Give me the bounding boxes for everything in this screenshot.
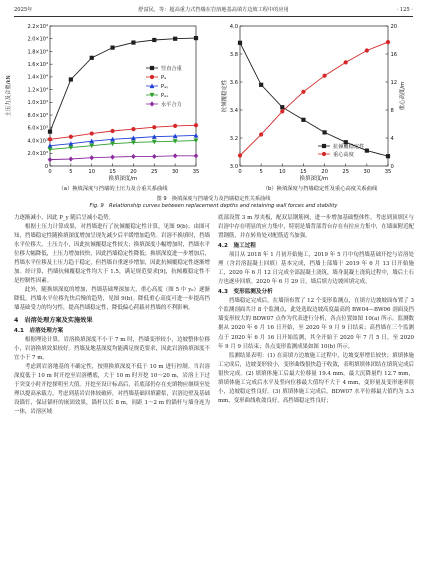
data-point xyxy=(322,144,326,148)
y-left-tick-label: 3.4 xyxy=(229,107,238,114)
data-point xyxy=(301,118,305,122)
data-point xyxy=(150,66,154,70)
x-tick-label: 25 xyxy=(342,169,350,175)
header-title: 舒富民，等：超高重力式挡墙在岩溶地基高填方边坡工程中的应用 xyxy=(138,7,289,13)
x-tick-label: 10 xyxy=(278,169,286,175)
data-point xyxy=(365,48,369,52)
data-point xyxy=(280,105,284,109)
data-point xyxy=(110,129,114,133)
y-right-tick-label: 20 xyxy=(390,23,398,30)
y-tick-label: 0 xyxy=(44,163,48,170)
series-line xyxy=(240,42,388,155)
data-point xyxy=(131,127,135,131)
subsection-heading: 4.2 施工过程 xyxy=(218,243,256,250)
running-header xyxy=(14,4,413,17)
y-tick-label: 2.0×10³ xyxy=(27,151,48,158)
y-tick-label: 1.8×10⁴ xyxy=(27,49,48,56)
data-point xyxy=(89,155,94,160)
y-tick-label: 1.2×10⁴ xyxy=(27,87,48,94)
data-point xyxy=(152,154,157,159)
data-point xyxy=(344,60,348,64)
data-point xyxy=(131,40,135,44)
y-tick-label: 1.6×10⁴ xyxy=(27,61,48,68)
data-point xyxy=(152,38,156,42)
subsection-heading: 4.3 变形监测及分析 xyxy=(218,289,273,296)
x-tick-label: 15 xyxy=(109,169,116,175)
subsection-heading: 4.1 岩溶处理方案 xyxy=(14,327,64,334)
paragraph: 此外，随换填深度的增加，挡墙基础埋深加大，重心高度（图 5 中 y₀）逐渐降低，挡墙水平位移先快后慢的趋势，见图 9(b)。降低重心高度可进一步提高挡墙基础受力的均匀性，提高挡墙稳定性，降低偏心荷载对挡墙的不利影响。 xyxy=(14,287,210,312)
paragraph: 挡墙稳定完成后，在墙顶布置了 12 个变形监测点，在填方边坡坡面布置了 3 个监测剖面共计 8 个监测点，此处选取边坡高度最高的 BW04—BW06 剖面及挡墙变形较大的 BDW07 点作为代表进行分析，各点位置如图 10(a) 所示。监测数据从 2020 年 6 月 16 日开始，至 2020 年 9 月 9 日结束；高挡墙在三个监测点于 2020 年 6 月 16 日开始监测，其全开始于 2020 年 7 月 5 日，至 2020 年 9 月 9 日结束；各点变形监测成果如图 10(b) 所示。 xyxy=(218,298,414,350)
y-tick-label: 8.0×10³ xyxy=(27,112,48,119)
y-right-tick-label: 12 xyxy=(390,79,398,86)
legend-label: 抗倾覆稳定性 xyxy=(333,144,365,150)
x-tick-label: 0 xyxy=(238,169,242,175)
paragraph: 项目从 2018 年 1 月初开始施工，2019 年 5 月中旬挡墙基础开挖与岩溶处理（含岩溶混凝土回填）基本完成，挡墙上部墙于 2019 年 6 月 13 日开始施工，2020 年 6 月 12 日完成全部混凝土浇筑，墙身混凝土浇筑过程中，墙后土石方也逐步回填。2020 年 6 月 29 日，墙后填方边坡回填完成。 xyxy=(218,252,414,286)
paragraph: 根据理论计算，岩溶换填深度不小于 7 m 时，挡墙变形较小，边坡整体位移小，岩溶换填效果较好。挡墙及地基深度均能满足规范要求，因此岩溶换填深度不宜小于 7 m。 xyxy=(14,336,210,361)
right-column xyxy=(218,214,414,406)
data-point xyxy=(280,109,284,113)
data-point xyxy=(90,56,94,60)
y-left-tick-label: 3.6 xyxy=(229,79,238,86)
x-tick-label: 35 xyxy=(384,169,392,175)
subcaption-b: （b）换填深度与挡墙稳定性及重心高度关系曲线 xyxy=(262,186,378,192)
figure-caption-en: Fig. 9 Relationship curves between replacement depths and retaining wall forces and stability xyxy=(89,203,338,209)
y-left-tick-label: 3.2 xyxy=(229,135,238,142)
x-axis-label: 换填深度/m xyxy=(108,176,138,182)
y-right-tick-label: 0 xyxy=(390,163,394,170)
x-tick-label: 20 xyxy=(321,169,328,175)
paragraph: 监测结果表明：(1) 在高填方边坡施工过程中，边坡变形增长较快；填填体施工完成后，边坡变形较小，变形曲线很快趋于收敛，表明填填体团结在填筑完成后很快完成。(2) 填填体施工后最大位移量 19.4 mm，最大沉降量约 12.7 mm，填填体施工完成后水平及竖向位移最大值均不大于 4 mm，变形量及变形速率很小，边坡稳定性良好。(3) 填填体施工完成后，BDW07 水平位移最大值约为 3.3 mm，变形曲线收敛良好，高挡墙稳定性良好； xyxy=(218,352,414,404)
x-tick-label: 15 xyxy=(300,169,307,175)
data-point xyxy=(322,152,326,156)
y-tick-label: 2.2×10⁴ xyxy=(27,23,48,30)
data-point xyxy=(386,40,390,44)
data-point xyxy=(48,137,52,141)
figure-caption-cn: 图 9 换填深度与挡墙受力及挡墙稳定性关系曲线 xyxy=(156,196,271,202)
data-point xyxy=(259,132,263,136)
y-left-tick-label: 4.0 xyxy=(229,23,238,30)
data-point xyxy=(152,125,156,129)
data-point xyxy=(386,154,390,158)
data-point xyxy=(48,130,52,134)
x-tick-label: 10 xyxy=(88,169,96,175)
y-left-axis-label: 抗倾覆稳定性 xyxy=(222,79,228,113)
header-page-number: · 125 · xyxy=(396,7,413,13)
data-point xyxy=(150,75,154,79)
header-year: 2025年 xyxy=(14,7,33,13)
y-tick-label: 1.4×10⁴ xyxy=(27,74,48,81)
data-point xyxy=(69,77,73,81)
paragraph: 力逐渐减小，因此 P_y 随后呈减小趋势。 xyxy=(14,215,114,221)
data-point xyxy=(194,153,199,158)
y-left-tick-label: 3.0 xyxy=(229,163,238,170)
plot-frame xyxy=(240,26,388,166)
x-tick-label: 25 xyxy=(150,169,158,175)
y-axis-label: 土压力及合重/kN xyxy=(6,75,12,117)
y-right-tick-label: 8 xyxy=(390,107,394,114)
data-point xyxy=(194,123,198,127)
y-left-tick-label: 3.8 xyxy=(229,51,238,58)
paragraph: 考虑到岩溶地基的不确定性，按照换填深度不低于 10 m 进行控制。当岩溶深度低于 10 m 时开挖至岩溶槽底，大于 10 m 时开挖 10～20 m，岩溶上下过于突变小时开挖探明至大值。开挖至设计标高后，若底部仍存在充填物应继续至处理以提高承载力，考虑到基岩岩体较破碎，对挡墙基础回填灌浆，岩溶边壁及基础设锚钉，保证锚杆的嵌固效果，锚杆以长 8 m，间距 1～2 m 的锚杆与墙身连为一体，岩溶区域 xyxy=(14,363,210,415)
data-point xyxy=(259,83,263,87)
data-point xyxy=(365,149,369,153)
data-point xyxy=(69,135,73,139)
left-column xyxy=(14,214,210,417)
section-heading: 4 岩溶处理方案及实施效果 xyxy=(14,316,93,324)
legend-label: Pₐᵧ xyxy=(161,84,169,90)
data-point xyxy=(322,74,326,78)
y-right-tick-label: 4 xyxy=(390,135,394,142)
x-tick-label: 20 xyxy=(130,169,137,175)
paragraph: 底部设置 3 m 厚夹板，配双层钢筋网，进一步增加基础整体性。考虑到顶填区与岩溶中存在明显的应力集中，特别是墙背部背台存在有拉应力集中，在墙面附近配置钢筋，并在转角处对配筋适当加强。 xyxy=(218,215,414,240)
data-point xyxy=(150,101,155,106)
y-tick-label: 6.0×10³ xyxy=(27,125,48,132)
data-point xyxy=(69,156,74,161)
data-point xyxy=(110,46,114,50)
y-tick-label: 2.0×10⁴ xyxy=(27,36,48,43)
data-point xyxy=(301,90,305,94)
data-point xyxy=(322,130,326,134)
data-point xyxy=(90,131,94,135)
y-right-axis-label: 重心高度/m xyxy=(400,81,406,111)
data-point xyxy=(131,154,136,159)
y-tick-label: 1.0×10⁴ xyxy=(27,100,48,107)
legend-label: Pₐ xyxy=(161,75,167,81)
series-line xyxy=(50,38,196,132)
data-point xyxy=(238,41,242,45)
data-point xyxy=(173,37,177,41)
x-tick-label: 30 xyxy=(171,169,179,175)
data-point xyxy=(173,153,178,158)
chart-b xyxy=(220,24,406,192)
subcaption-a: （a）换填深度与挡墙的土压力及合重关系曲线 xyxy=(58,186,168,192)
x-tick-label: 35 xyxy=(192,169,200,175)
chart-a xyxy=(4,24,199,192)
data-point xyxy=(194,36,198,40)
legend-label: 重心高度 xyxy=(333,152,354,158)
y-tick-label: 4.0×10³ xyxy=(27,138,48,145)
paragraph: 根据土压力计算成果，对挡墙进行了抗倾覆稳定性计算，见图 9(b)。由图可知，挡墙稳定性随换填深度增加呈现先减少后平缓增加趋势。岩溶不换填时，挡墙水平位移大，土压力小，因此抗倾覆稳定性较大；换填深度小幅增加时，挡墙水平位移大幅降低，土压力增加较快，因此挡墙稳定性降低；换填深度进一步增加后，挡墙水平位移及土压力趋于稳定，但挡墙自重逐步增加，因此抗倾覆稳定性逐渐增加。经计算，挡墙抗倾覆稳定性均大于 1.5，满足规范要求[9]，抗倾覆稳定性不是控制性因素。 xyxy=(14,224,210,285)
x-tick-label: 5 xyxy=(69,169,73,175)
legend-label: 水平合力 xyxy=(161,102,182,108)
x-tick-label: 30 xyxy=(363,169,371,175)
data-point xyxy=(173,124,177,128)
figure-9 xyxy=(0,18,427,194)
legend-label: 竖直合重 xyxy=(161,66,182,72)
y-right-tick-label: 16 xyxy=(390,51,398,58)
data-point xyxy=(48,157,53,162)
x-tick-label: 0 xyxy=(48,169,52,175)
x-tick-label: 5 xyxy=(259,169,263,175)
x-axis-label: 换填深度/m xyxy=(299,176,329,182)
data-point xyxy=(238,153,242,157)
series-line xyxy=(240,43,388,156)
legend-label: Pₐₓ xyxy=(161,93,169,99)
data-point xyxy=(110,154,115,159)
